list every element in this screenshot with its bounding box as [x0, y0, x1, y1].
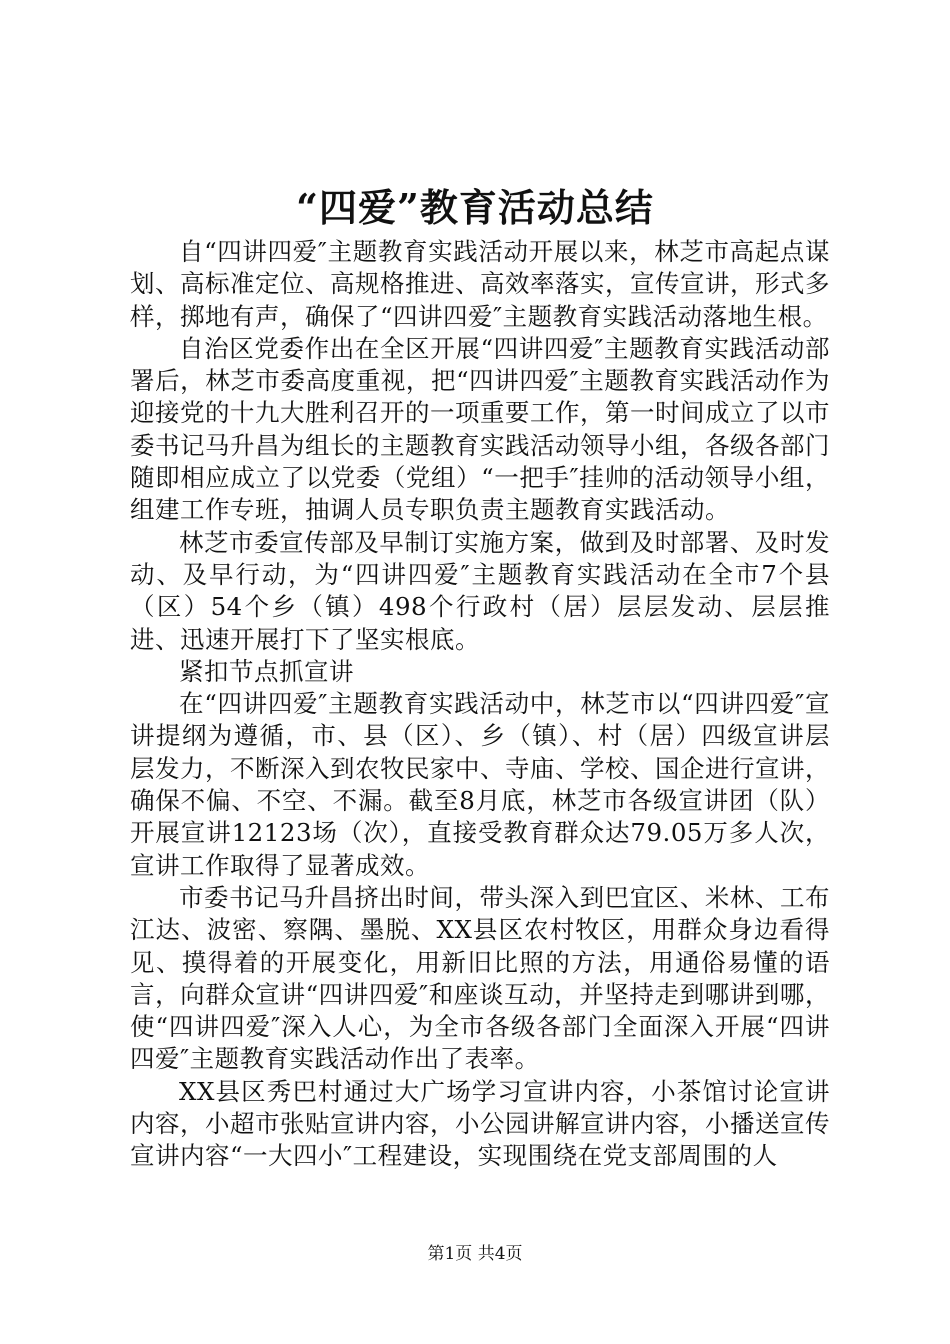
paragraph: 在“四讲四爱″主题教育实践活动中，林芝市以“四讲四爱″宣讲提纲为遵循，市、县（区）、乡（镇）、村（居）四级宣讲层层发力，不断深入到农牧民家中、寺庙、学校、国企进行宣讲，确保不偏、不空、不漏。截至8月底，林芝市各级宣讲团（队）开展宣讲12123场（次），直接受教育群众达79.05万多人次，宣讲工作取得了显著成效。	[130, 689, 830, 880]
paragraph: 自“四讲四爱″主题教育实践活动开展以来，林芝市高起点谋划、高标准定位、高规格推进、高效率落实，宣传宣讲，形式多样，掷地有声，确保了“四讲四爱″主题教育实践活动落地生根。	[130, 237, 830, 331]
page-number-footer: 第1页 共4页	[427, 1244, 523, 1264]
paragraph: 自治区党委作出在全区开展“四讲四爱″主题教育实践活动部署后，林芝市委高度重视，把“四讲四爱″主题教育实践活动作为迎接党的十九大胜利召开的一项重要工作，第一时间成立了以市委书记马升昌为组长的主题教育实践活动领导小组，各级各部门随即相应成立了以党委（党组）“一把手″挂帅的活动领导小组，组建工作专班，抽调人员专职负责主题教育实践活动。	[130, 333, 830, 525]
paragraph: XX县区秀巴村通过大广场学习宣讲内容，小茶馆讨论宣讲内容，小超市张贴宣讲内容，小公园讲解宣讲内容，小播送宣传宣讲内容“一大四小″工程建设，实现围绕在党支部周围的人	[130, 1076, 830, 1171]
section-heading: 紧扣节点抓宣讲	[179, 656, 354, 686]
paragraph: 市委书记马升昌挤出时间，带头深入到巴宜区、米林、工布江达、波密、察隅、墨脱、XX县区农村牧区，用群众身边看得见、摸得着的开展变化，用新旧比照的方法，用通俗易懂的语言，向群众宣讲“四讲四爱″和座谈互动，并坚持走到哪讲到哪，使“四讲四爱″深入人心，为全市各级各部门全面深入开展“四讲四爱″主题教育实践活动作出了表率。	[130, 882, 830, 1074]
document-title: “四爱”教育活动总结	[296, 185, 654, 230]
document-body	[130, 236, 830, 1173]
paragraph: 林芝市委宣传部及早制订实施方案，做到及时部署、及时发动、及早行动，为“四讲四爱″主题教育实践活动在全市7个县（区）54个乡（镇）498个行政村（居）层层发动、层层推进、迅速开展打下了坚实根底。	[130, 527, 830, 654]
